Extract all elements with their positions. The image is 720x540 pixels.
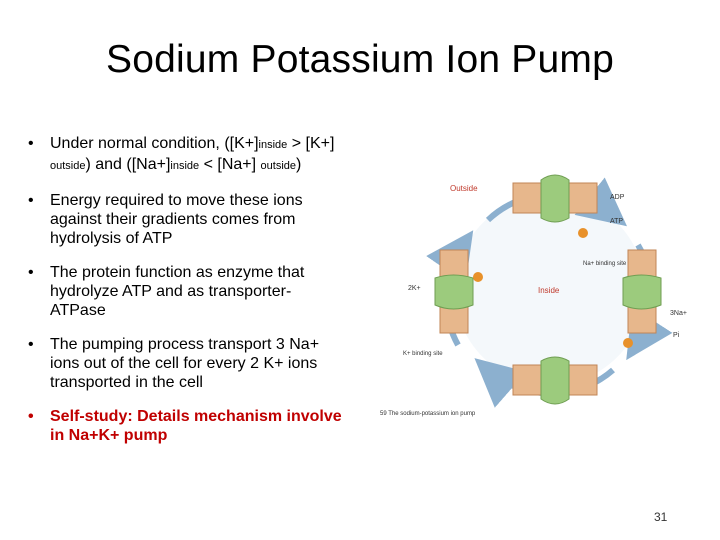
subscript: inside <box>258 139 288 151</box>
label-k-binding-site: K+ binding site <box>403 351 443 357</box>
bullet-text: ) <box>296 156 302 173</box>
label-k: 2K+ <box>408 285 421 292</box>
pump-protein <box>435 275 473 309</box>
bullet-item: • Energy required to move these ions against their gradients comes from hydrolysis of ATP <box>28 191 348 248</box>
bullet-text: > [K+] <box>287 135 335 152</box>
label-na-binding-site: Na+ binding site <box>583 261 627 267</box>
pump-protein <box>623 275 661 309</box>
bullet-item-self-study: • Self-study: Details mechanism involve in Na+K+ pump <box>28 407 348 445</box>
label-adp: ADP <box>610 194 625 201</box>
slide-title: Sodium Potassium Ion Pump <box>106 38 614 81</box>
subscript: outside <box>50 160 86 172</box>
phosphate-marker <box>578 228 588 238</box>
na-k-pump-figure <box>378 165 708 430</box>
label-atp: ATP <box>610 218 624 225</box>
figure-caption: 59 The sodium-potassium ion pump <box>380 411 476 417</box>
bullet-list <box>28 134 348 460</box>
bullet-text: Under normal condition, ([K+] <box>50 135 259 152</box>
bullet-text: < [Na+] <box>199 156 261 173</box>
label-pi: Pi <box>673 332 680 339</box>
subscript: inside <box>170 160 200 172</box>
pump-protein <box>541 357 569 404</box>
pump-protein <box>541 175 569 222</box>
membrane-left <box>435 250 473 333</box>
bullet-item: • The pumping process transport 3 Na+ ions out of the cell for every 2 K+ ions transported in the cell <box>28 335 348 392</box>
pump-cycle-diagram <box>378 165 708 430</box>
subscript: outside <box>260 160 297 172</box>
phosphate-marker <box>623 338 633 348</box>
bullet-text: ) and ([Na+] <box>85 156 171 173</box>
page-number: 31 <box>654 510 668 524</box>
label-inside: Inside <box>538 286 560 295</box>
label-na: 3Na+ <box>670 310 687 317</box>
bullet-item: • The protein function as enzyme that hydrolyze ATP and as transporter- ATPase <box>28 263 348 320</box>
label-outside: Outside <box>450 184 478 193</box>
phosphate-marker <box>473 272 483 282</box>
membrane-right <box>623 250 661 333</box>
bullet-item <box>28 134 348 176</box>
